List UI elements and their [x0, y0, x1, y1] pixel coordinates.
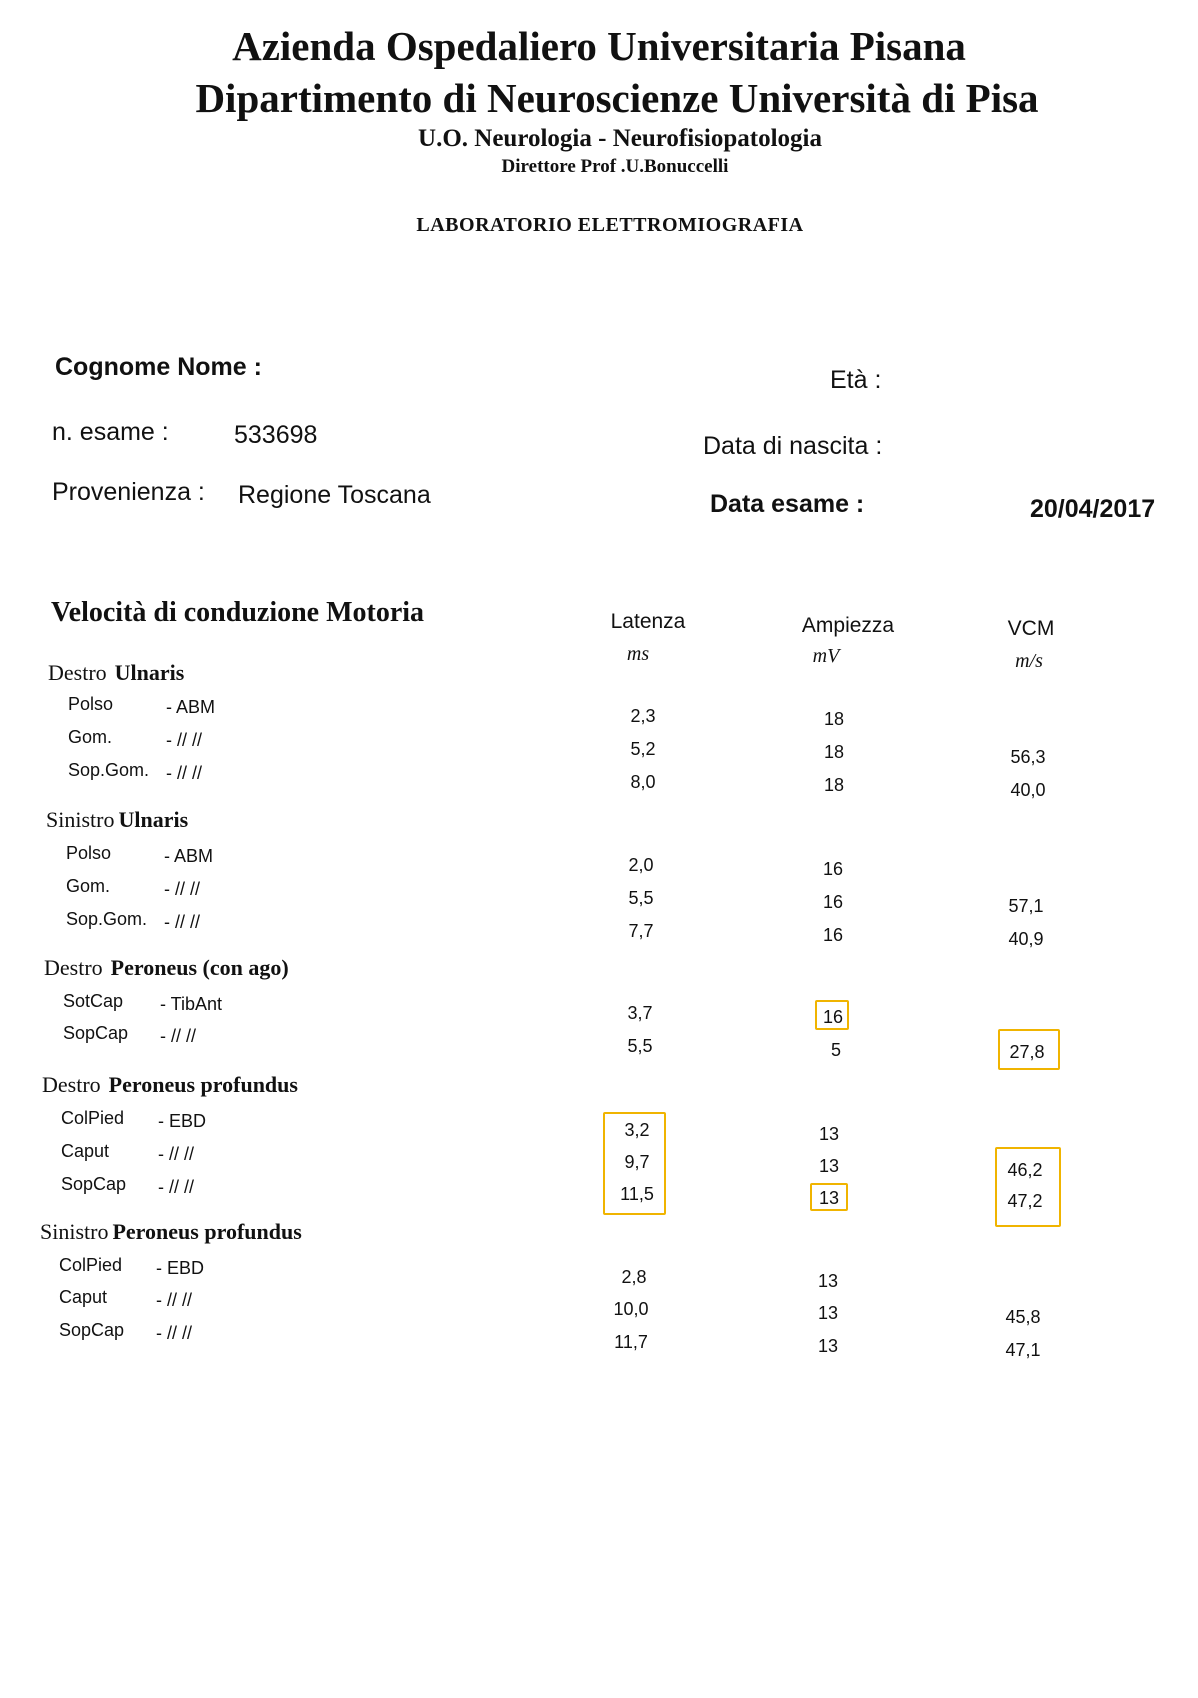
target-label: - // //: [156, 1290, 192, 1310]
amplitude-value: 16: [822, 925, 844, 945]
target-label: - ABM: [166, 697, 216, 717]
group-nerve: Ulnaris: [118, 807, 189, 832]
highlight-box: [810, 1183, 848, 1211]
exam-number-label: n. esame :: [52, 418, 169, 446]
group-nerve: Peroneus profundus: [108, 1072, 298, 1097]
target-label: - EBD: [156, 1258, 205, 1278]
target-label: - ABM: [164, 846, 214, 866]
site-label: Gom.: [66, 876, 111, 896]
site-label: ColPied: [61, 1108, 125, 1128]
amplitude-value: 13: [818, 1188, 840, 1208]
amplitude-value: 16: [822, 892, 844, 912]
amplitude-value: 5: [830, 1040, 842, 1060]
highlight-box: [995, 1147, 1061, 1227]
site-label: SopCap: [59, 1320, 125, 1340]
latency-value: 7,7: [628, 921, 654, 941]
amplitude-value: 18: [823, 709, 845, 729]
column-vcm-unit: m/s: [1015, 650, 1043, 672]
latency-value: 9,7: [624, 1152, 650, 1172]
amplitude-value: 13: [817, 1271, 839, 1291]
latency-value: 2,8: [621, 1267, 647, 1287]
hospital-name: Azienda Ospedaliero Universitaria Pisana: [232, 23, 966, 69]
amplitude-value: 13: [817, 1336, 839, 1356]
age-label: Età :: [830, 366, 882, 394]
amplitude-value: 18: [823, 775, 845, 795]
site-label: Polso: [66, 843, 112, 863]
vcm-value: 47,2: [1007, 1191, 1043, 1211]
group-title: [44, 955, 289, 981]
group-nerve: Peroneus (con ago): [110, 955, 289, 980]
highlight-box: [815, 1000, 849, 1030]
target-label: - // //: [158, 1144, 194, 1164]
target-label: - EBD: [158, 1111, 207, 1131]
column-latency-unit: ms: [626, 643, 650, 665]
target-label: - // //: [158, 1177, 194, 1197]
amplitude-value: 18: [823, 742, 845, 762]
site-label: Polso: [68, 694, 114, 714]
group-title: [48, 660, 184, 686]
target-label: - // //: [166, 763, 202, 783]
latency-value: 5,2: [630, 739, 656, 759]
amplitude-value: 13: [818, 1124, 840, 1144]
amplitude-value: 13: [817, 1303, 839, 1323]
latency-value: 5,5: [628, 888, 654, 908]
vcm-value: 57,1: [1008, 896, 1044, 916]
group-title: [42, 1072, 298, 1098]
amplitude-value: 16: [822, 859, 844, 879]
column-vcm: VCM: [1007, 617, 1055, 640]
latency-value: 2,0: [628, 855, 654, 875]
group-nerve: Ulnaris: [114, 660, 185, 685]
highlight-box: [998, 1029, 1060, 1070]
site-label: SopCap: [63, 1023, 129, 1043]
site-label: ColPied: [59, 1255, 123, 1275]
latency-value: 11,7: [614, 1332, 648, 1352]
site-label: Sop.Gom.: [66, 909, 148, 929]
exam-number-value: 533698: [234, 421, 318, 449]
column-amplitude-unit: mV: [812, 645, 840, 667]
column-latency: Latenza: [610, 610, 686, 633]
group-side: Destro: [48, 660, 107, 685]
target-label: - // //: [164, 879, 200, 899]
amplitude-value: 13: [818, 1156, 840, 1176]
column-amplitude: Ampiezza: [801, 614, 895, 637]
department-name: Dipartimento di Neuroscienze Università di Pisa: [195, 75, 1039, 121]
amplitude-value: 16: [822, 1007, 844, 1027]
unit-name: U.O. Neurologia - Neurofisiopatologia: [418, 125, 822, 152]
vcm-value: 40,0: [1010, 780, 1046, 800]
vcm-value: 46,2: [1007, 1160, 1043, 1180]
lab-name: LABORATORIO ELETTROMIOGRAFIA: [416, 214, 804, 236]
vcm-value: 45,8: [1005, 1307, 1041, 1327]
latency-value: 10,0: [613, 1299, 649, 1319]
latency-value: 3,7: [627, 1003, 653, 1023]
site-label: Sop.Gom.: [68, 760, 150, 780]
group-title: [46, 807, 188, 833]
vcm-value: 56,3: [1010, 747, 1046, 767]
origin-value: Regione Toscana: [238, 481, 431, 509]
target-label: - TibAnt: [160, 994, 223, 1014]
highlight-box: [603, 1112, 666, 1215]
birth-date-label: Data di nascita :: [703, 432, 883, 460]
latency-value: 3,2: [624, 1120, 650, 1140]
group-side: Sinistro: [46, 807, 115, 832]
target-label: - // //: [164, 912, 200, 932]
exam-date-value: 20/04/2017: [1030, 495, 1156, 523]
latency-value: 8,0: [630, 772, 656, 792]
latency-value: 11,5: [620, 1184, 654, 1204]
vcm-value: 27,8: [1009, 1042, 1045, 1062]
exam-date-label: Data esame :: [710, 490, 865, 518]
group-side: Destro: [44, 955, 103, 980]
vcm-value: 40,9: [1008, 929, 1044, 949]
group-side: Destro: [42, 1072, 101, 1097]
latency-value: 5,5: [627, 1036, 653, 1056]
site-label: SopCap: [61, 1174, 127, 1194]
latency-value: 2,3: [630, 706, 656, 726]
group-side: Sinistro: [40, 1219, 109, 1244]
target-label: - // //: [166, 730, 202, 750]
origin-label: Provenienza :: [52, 478, 205, 506]
target-label: - // //: [156, 1323, 192, 1343]
target-label: - // //: [160, 1026, 196, 1046]
site-label: SotCap: [63, 991, 124, 1011]
site-label: Caput: [59, 1287, 108, 1307]
group-title: [40, 1219, 302, 1245]
section-title: Velocità di conduzione Motoria: [51, 597, 425, 628]
director-name: Direttore Prof .U.Bonuccelli: [501, 156, 729, 177]
site-label: Caput: [61, 1141, 110, 1161]
group-nerve: Peroneus profundus: [112, 1219, 302, 1244]
site-label: Gom.: [68, 727, 113, 747]
vcm-value: 47,1: [1005, 1340, 1041, 1360]
name-label: Cognome Nome :: [55, 353, 262, 381]
